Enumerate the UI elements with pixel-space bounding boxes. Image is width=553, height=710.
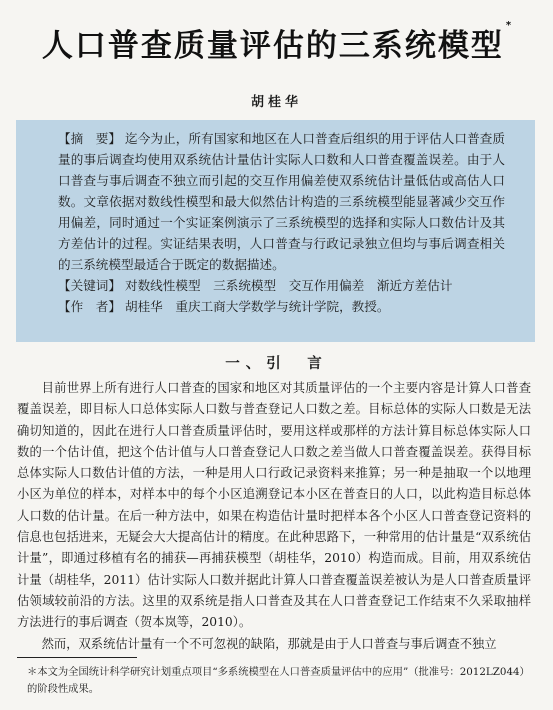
keywords-text: 对数线性模型 三系统模型 交互作用偏差 渐近方差估计	[124, 278, 453, 293]
keywords-row	[58, 275, 505, 296]
title-text: 人口普查质量评估的三系统模型	[41, 28, 504, 64]
author-name: 胡桂华	[250, 95, 302, 110]
author-info-row	[58, 296, 505, 317]
body-paragraph-1: 目前世界上所有进行人口普查的国家和地区对其质量评估的一个主要内容是计算人口普查覆盖误差，即目标人口总体实际人口数与普查登记人口数之差。目标总体的实际人口数是无法确切知道的，因此在进行人口普查质量评估时，要用这样或那样的方法计算目标总体实际人口数的一个估计值，把这个估计值与人口普查登记人口数之差当做人口普查覆盖误差。获得目标总体实际人口数估计值的方法，一种是用人口行政记录资料来推算；另一种是抽取一个以地理小区为单位的样本，对样本中的每个小区追溯登记本小区在普查日的人口，以此构造目标总体人口数的估计量。在后一种方法中，如果在构造估计量时把样本各个小区人口普查登记资料的信息也包括进来，无疑会大大提高估计的精度。在此种思路下，一种常用的估计量是“双系统估计量”，即通过移植有名的捕获—再捕获模型（胡桂华，2010）构造而成。目前，用双系统估计量（胡桂华，2011）估计实际人口数并据此计算人口普查覆盖误差被认为是人口普查质量评估领域较前沿的方法。这里的双系统是指人口普查及其在人口普查登记工作结束不久采取抽样方法进行的事后调查（贺本岚等，2010）。	[17, 381, 531, 630]
abstract-text: 迄今为止，所有国家和地区在人口普查后组织的用于评估人口普查质量的事后调查均使用双系统估计量估计实际人口数和人口普查覆盖误差。由于人口普查与事后调查不独立而引起的交互作用偏差使双系统估计量低估或高估人口数。文章依据对数线性模型和最大似然估计构造的三系统模型能显著减少交互作用偏差，同时通过一个实证案例演示了三系统模型的选择和实际人口数估计及其方差估计的过程。实证结果表明，人口普查与行政记录独立但均与事后调查相关的三系统模型最适合于既定的数据描述。	[58, 131, 505, 272]
keywords-label: 【关键词】	[58, 278, 121, 293]
author-info-label: 【作 者】	[58, 299, 121, 314]
footnote-divider	[17, 657, 137, 658]
abstract-paragraph	[58, 128, 505, 275]
author-info-text: 胡桂华 重庆工商大学数学与统计学院，教授。	[124, 299, 390, 314]
paper-title	[0, 20, 553, 65]
section-heading: 一、引 言	[225, 356, 328, 372]
body-paragraph-2: 然而，双系统估计量有一个不可忽视的缺陷，那就是由于人口普查与事后调查不独立	[41, 636, 497, 651]
body-text	[17, 378, 531, 655]
abstract-label: 【摘 要】	[58, 131, 121, 146]
abstract-box	[16, 120, 535, 342]
title-footnote-mark: *	[505, 20, 512, 31]
footnote: ＊本文为全国统计科学研究计划重点项目“多系统模型在人口普查质量评估中的应用”（批准号：2012LZ044）的阶段性成果。	[27, 666, 525, 695]
